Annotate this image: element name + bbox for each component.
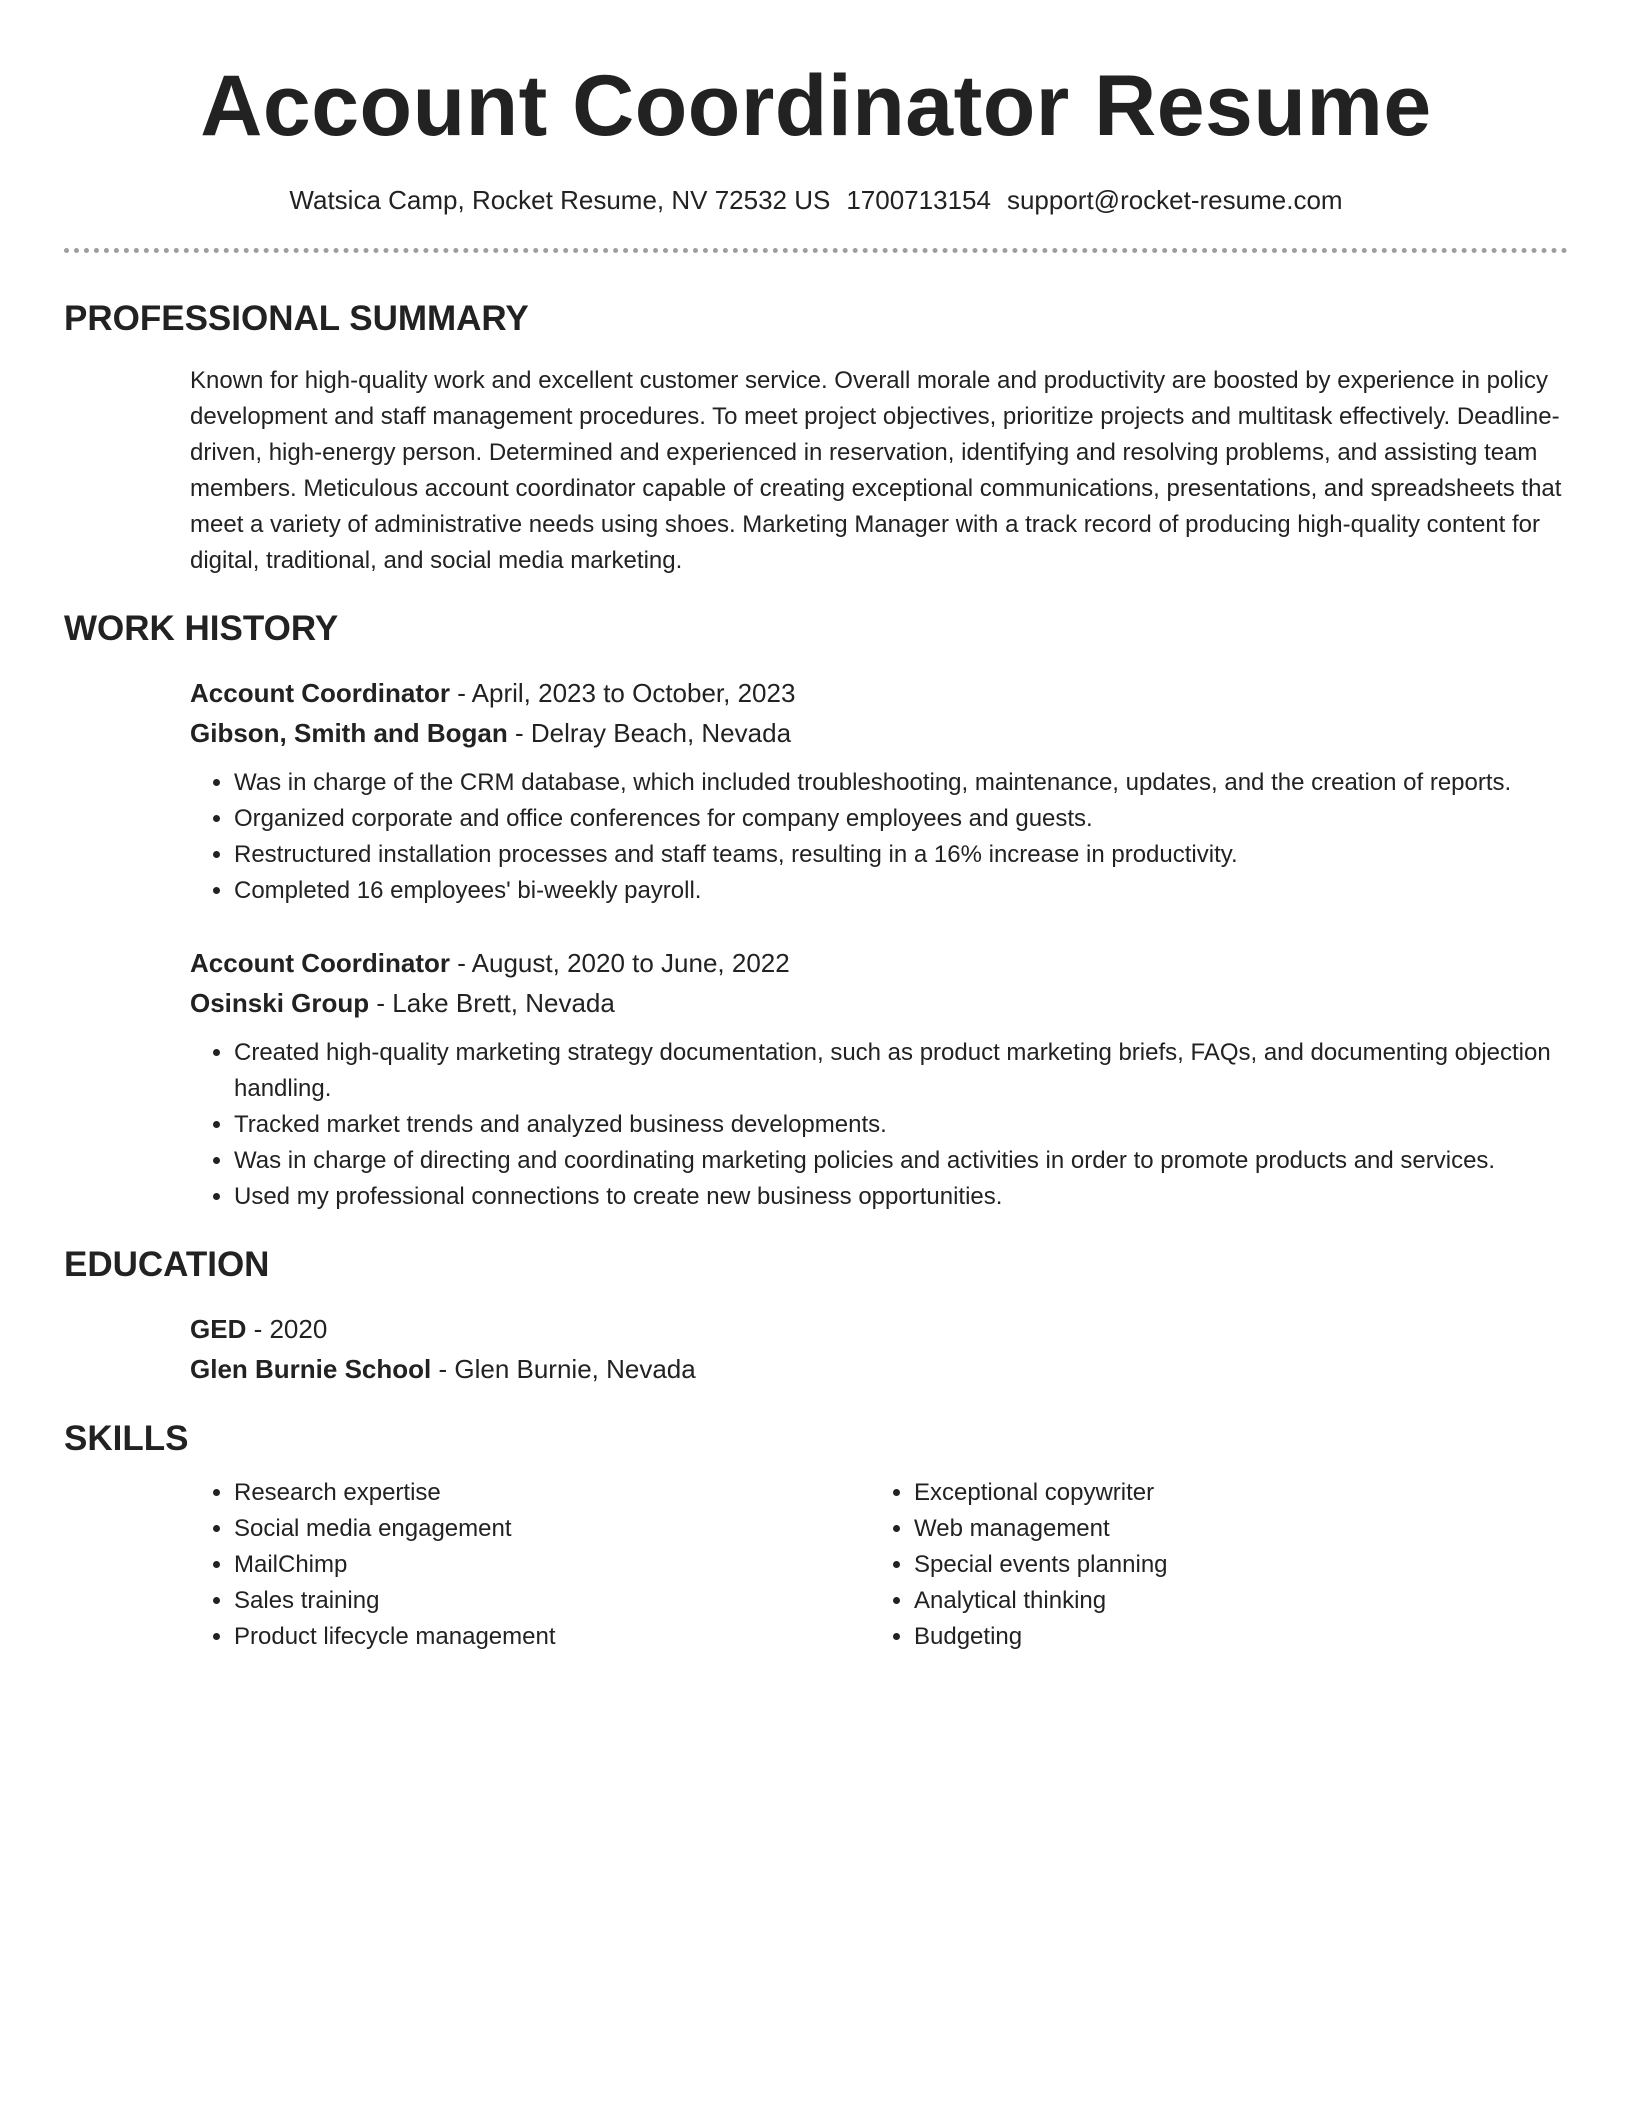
job-company-line xyxy=(190,713,1568,753)
education-entry xyxy=(190,1309,1568,1389)
job-bullet: • Was in charge of the CRM database, which included troubleshooting, maintenance, updates, and the creation of reports. xyxy=(234,765,1568,801)
skill-item: • Web management xyxy=(914,1511,1550,1547)
skills-list-right xyxy=(870,1475,1550,1655)
job-bullet: • Restructured installation processes and staff teams, resulting in a 16% increase in productivity. xyxy=(234,837,1568,873)
job-dates: - August, 2020 to June, 2022 xyxy=(450,948,790,978)
contact-line xyxy=(64,182,1568,218)
skill-item: • Sales training xyxy=(234,1583,870,1619)
skill-item: • Budgeting xyxy=(914,1619,1550,1655)
education-school: Glen Burnie School xyxy=(190,1354,432,1384)
job-entry xyxy=(190,673,1568,909)
contact-address: Watsica Camp, Rocket Resume, NV 72532 US xyxy=(289,185,831,215)
job-position-line xyxy=(190,673,1568,713)
skill-item: • Exceptional copywriter xyxy=(914,1475,1550,1511)
education-year: - 2020 xyxy=(246,1314,328,1344)
education-location: - Glen Burnie, Nevada xyxy=(431,1354,696,1384)
job-company: Osinski Group xyxy=(190,988,370,1018)
skill-item: • Product lifecycle management xyxy=(234,1619,870,1655)
skill-item: • Special events planning xyxy=(914,1547,1550,1583)
education-school-line xyxy=(190,1349,1568,1389)
job-bullet: • Organized corporate and office conferences for company employees and guests. xyxy=(234,801,1568,837)
job-location: - Delray Beach, Nevada xyxy=(507,718,792,748)
job-position-line xyxy=(190,943,1568,983)
job-bullet: • Was in charge of directing and coordinating marketing policies and activities in order to promote products and services. xyxy=(234,1143,1568,1179)
header-divider xyxy=(64,248,1568,253)
contact-email: support@rocket-resume.com xyxy=(1006,185,1343,215)
job-company: Gibson, Smith and Bogan xyxy=(190,718,508,748)
job-position: Account Coordinator xyxy=(190,678,450,708)
job-bullet: • Created high-quality marketing strategy documentation, such as product marketing briefs, FAQs, and documenting objection handling. xyxy=(234,1035,1568,1107)
job-bullet-list xyxy=(190,765,1568,909)
summary-text: Known for high-quality work and excellent customer service. Overall morale and productivity are boosted by experience in policy development and staff management procedures. To meet project objectives, prioritize projects and multitask effectively. Deadline-driven, high-energy person. Determined and experienced in reservation, identifying and resolving problems, and assisting team members. Meticulous account coordinator capable of creating exceptional communications, presentations, and spreadsheets that meet a variety of administrative needs using shoes. Marketing Manager with a track record of producing high-quality content for digital, traditional, and social media marketing. xyxy=(190,367,1562,574)
work-history-heading: WORK HISTORY xyxy=(64,609,339,648)
education-heading: EDUCATION xyxy=(64,1245,270,1284)
skills-heading: SKILLS xyxy=(64,1419,189,1458)
skill-item: • MailChimp xyxy=(234,1547,870,1583)
skill-item: • Research expertise xyxy=(234,1475,870,1511)
resume-title: Account Coordinator Resume xyxy=(200,58,1432,154)
job-bullet-list xyxy=(190,1035,1568,1215)
education-degree: GED xyxy=(190,1314,247,1344)
job-bullet: • Completed 16 employees' bi-weekly payroll. xyxy=(234,873,1568,909)
summary-heading: PROFESSIONAL SUMMARY xyxy=(64,299,529,338)
skill-item: • Social media engagement xyxy=(234,1511,870,1547)
job-dates: - April, 2023 to October, 2023 xyxy=(450,678,796,708)
job-bullet: • Tracked market trends and analyzed business developments. xyxy=(234,1107,1568,1143)
skills-grid xyxy=(190,1475,1568,1655)
job-entry xyxy=(190,943,1568,1215)
contact-phone: 1700713154 xyxy=(846,185,991,215)
skill-item: • Analytical thinking xyxy=(914,1583,1550,1619)
job-location: - Lake Brett, Nevada xyxy=(369,988,615,1018)
job-bullet: • Used my professional connections to create new business opportunities. xyxy=(234,1179,1568,1215)
skills-list-left xyxy=(190,1475,870,1655)
job-position: Account Coordinator xyxy=(190,948,450,978)
job-company-line xyxy=(190,983,1568,1023)
education-degree-line xyxy=(190,1309,1568,1349)
